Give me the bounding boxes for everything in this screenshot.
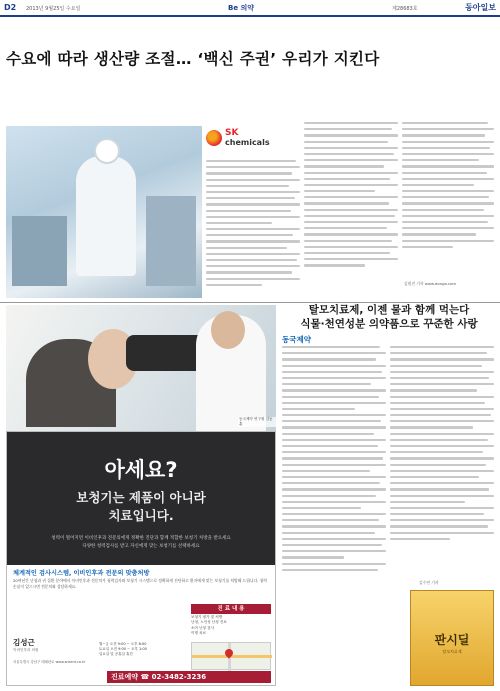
issue-date: 2013년 9월25일 수요일 [26,6,81,12]
eye-exam-photo [6,305,276,431]
article1-byline: 김원진 기자 www.donga.com [404,281,457,286]
hours-row: 토요일 오전 9:00 ~ 오후 1:00 [99,647,147,651]
exam-device [126,335,206,371]
article1-column-1 [206,160,300,298]
dongkook-logo: 동국제약 [282,335,311,344]
clinic-subtitle: 이비인후과 의원 [13,648,39,652]
ad-info-item: 보청기 평가 및 처방 [191,615,223,619]
ad-info-header: 진 료 내 용 [191,604,271,614]
ad-subtext-line2: 다양한 청력검사를 받고 자신에게 맞는 보청기를 선택하세요 [82,544,200,549]
article2-headline[interactable]: 탈모치료제, 이젠 물과 함께 먹는다 [308,304,470,316]
page-header [0,0,500,17]
clinic-map [191,642,271,670]
photo-caption: 동국제약 연구원 김동훈 [238,417,276,427]
article1-headline[interactable]: 수요에 따라 생산량 조절… ‘백신 주권’ 우리가 지킨다 [6,50,380,68]
clinic-logo [13,637,95,653]
page-number: D2 [4,3,17,12]
ad-banner [7,432,275,565]
hours-row: 월~금 오전 9:00 ~ 오후 6:00 [99,642,147,646]
ad-info-item: 이명 치료 [191,630,207,635]
hearing-aid-advertisement[interactable] [6,431,276,686]
lab-equipment [12,216,67,286]
article1-column-3 [402,122,494,278]
reservation-phone[interactable]: 진료예약 ☎ 02-3482-3236 [107,671,271,683]
sk-logo-icon [206,130,222,146]
sk-logo-text: SK [225,128,239,138]
researcher-head [211,311,245,349]
article2-byline: 김수연 기자 [419,580,439,585]
section-title: Be 의약 [228,4,255,12]
lab-equipment [146,196,196,286]
clinic-address: 서울특별시 강남구 테헤란로 www.snkent.co.kr [13,660,86,664]
hours-row: 일요일 및 공휴일 휴진 [99,652,133,656]
product-package-image [410,590,494,686]
clinic-hours [99,642,189,657]
article2-column-1 [282,346,386,582]
clinic-name: 김성근 [13,638,35,647]
ad-message-line2: 치료입니다. [108,508,174,523]
article2-subheadline[interactable]: 식물·천연성분 의약품으로 꾸준한 사랑 [300,318,478,330]
article1-column-2 [304,122,398,298]
sk-chemicals-logo [206,126,294,156]
ad-body-text: 20여년간 난청과 귀 질환 분야에서 이비인후과 전문의가 청력검사와 보청기 시스템으로 정확하게 진단하고 환자에게 맞는 보청기를 처방해 드립니다. 청력 손실이 있으시면 전문의와 상담하세요. [13,578,267,589]
lab-photo [6,126,202,298]
issue-number: 제28683호 [392,6,418,12]
sk-logo-subtext: chemicals [225,138,270,147]
lab-worker-hood [94,138,120,164]
ad-message-line1: 보청기는 제품이 아니라 [76,490,206,505]
ad-title: 체계적인 검사시스템, 이비인후과 전문의 맞춤처방 [13,570,150,577]
ad-info-item: 소아 난청 검사 [191,625,215,630]
product-label: 탈모치료제 [442,649,462,654]
ad-subtext-line1: 청력이 떨어지면 이비인후과 전문의에게 정확한 진단과 함께 적합한 보청기 처방을 받으세요 [51,536,231,541]
ad-info-list [191,615,271,636]
ad-question: 아세요? [104,458,178,482]
lab-worker-figure [76,156,136,276]
article2-column-2 [390,346,494,578]
newspaper-logo: 동아일보 [465,3,496,12]
product-name: 판시딜 [434,633,470,647]
ad-info-item: 난청, 노인성 난청 진료 [191,620,227,625]
